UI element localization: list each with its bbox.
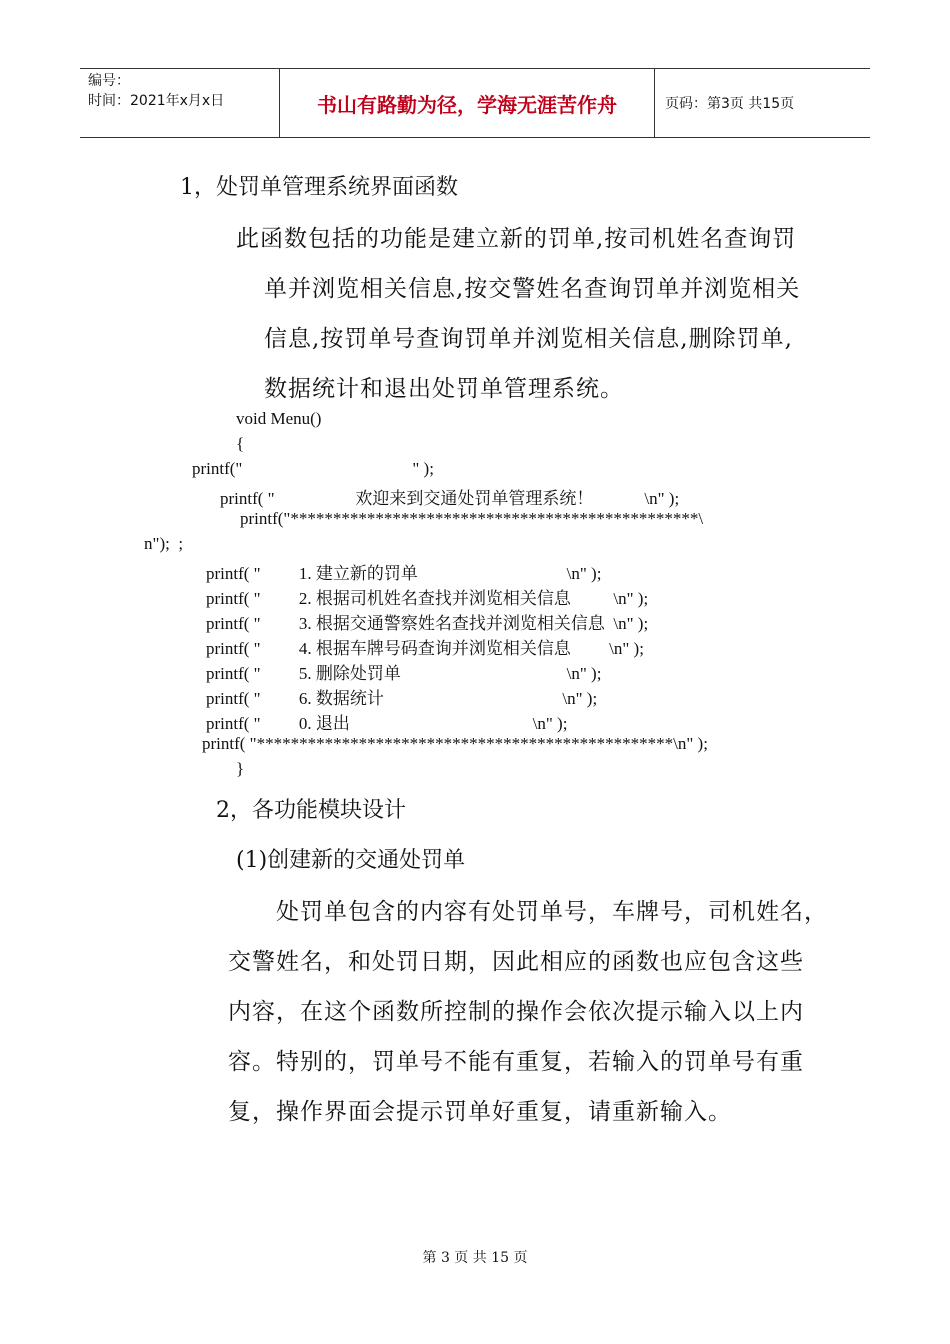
page-footer: 第 3 页 共 15 页 [422, 1250, 528, 1266]
code-line: printf( " 1. 建立新的罚单 \n" ); [206, 564, 602, 583]
section1-para-line: 信息,按罚单号查询罚单并浏览相关信息,删除罚单, [264, 326, 793, 352]
code-line: printf( " 0. 退出 \n" ); [206, 714, 568, 733]
section2-para-line: 内容，在这个函数所控制的操作会依次提示输入以上内 [228, 999, 804, 1025]
section2-title: 2，各功能模块设计 [216, 798, 406, 823]
code-line: { [236, 434, 245, 453]
code-line: printf( "*************************************************\n" ); [202, 734, 708, 753]
code-line: printf( " 6. 数据统计 \n" ); [206, 689, 598, 708]
section1-para-line: 单并浏览相关信息,按交警姓名查询罚单并浏览相关 [264, 276, 801, 302]
section1-title: 1，处罚单管理系统界面函数 [180, 175, 458, 200]
code-line: } [236, 759, 245, 778]
section2-para-line: 复，操作界面会提示罚单好重复，请重新输入。 [228, 1099, 732, 1125]
section2-para-line: 处罚单包含的内容有处罚单号，车牌号，司机姓名， [276, 899, 828, 925]
code-line: printf( " 2. 根据司机姓名查找并浏览相关信息 \n" ); [206, 589, 649, 608]
section1-para-line: 此函数包括的功能是建立新的罚单,按司机姓名查询罚 [236, 226, 797, 252]
section1-para-line: 数据统计和退出处罚单管理系统。 [264, 376, 624, 402]
header-meta [80, 69, 280, 137]
code-line: printf( " 4. 根据车牌号码查询并浏览相关信息 \n" ); [206, 639, 644, 658]
code-line: printf(" " ); [192, 459, 434, 478]
section2-para-line: 容。特别的，罚单号不能有重复，若输入的罚单号有重 [228, 1049, 804, 1075]
code-line: printf("************************************************\ [240, 509, 704, 528]
code-line: printf( " 3. 根据交通警察姓名查找并浏览相关信息 \n" ); [206, 614, 649, 633]
code-line: printf( " 欢迎来到交通处罚单管理系统！ \n" ); [220, 489, 680, 508]
code-line: n"); ; [144, 534, 184, 553]
section2-subtitle: (1)创建新的交通处罚单 [236, 848, 466, 873]
header-page-info: 页码：第3页 共15页 [665, 96, 795, 112]
document-header [80, 68, 870, 138]
code-line: printf( " 5. 删除处罚单 \n" ); [206, 664, 602, 683]
time-label: 时间：2021年x月x日 [88, 93, 225, 109]
section2-para-line: 交警姓名，和处罚日期，因此相应的函数也应包含这些 [228, 949, 804, 975]
code-line: void Menu() [236, 409, 322, 428]
number-label: 编号： [88, 73, 130, 89]
header-motto: 书山有路勤为径，学海无涯苦作舟 [280, 69, 655, 137]
